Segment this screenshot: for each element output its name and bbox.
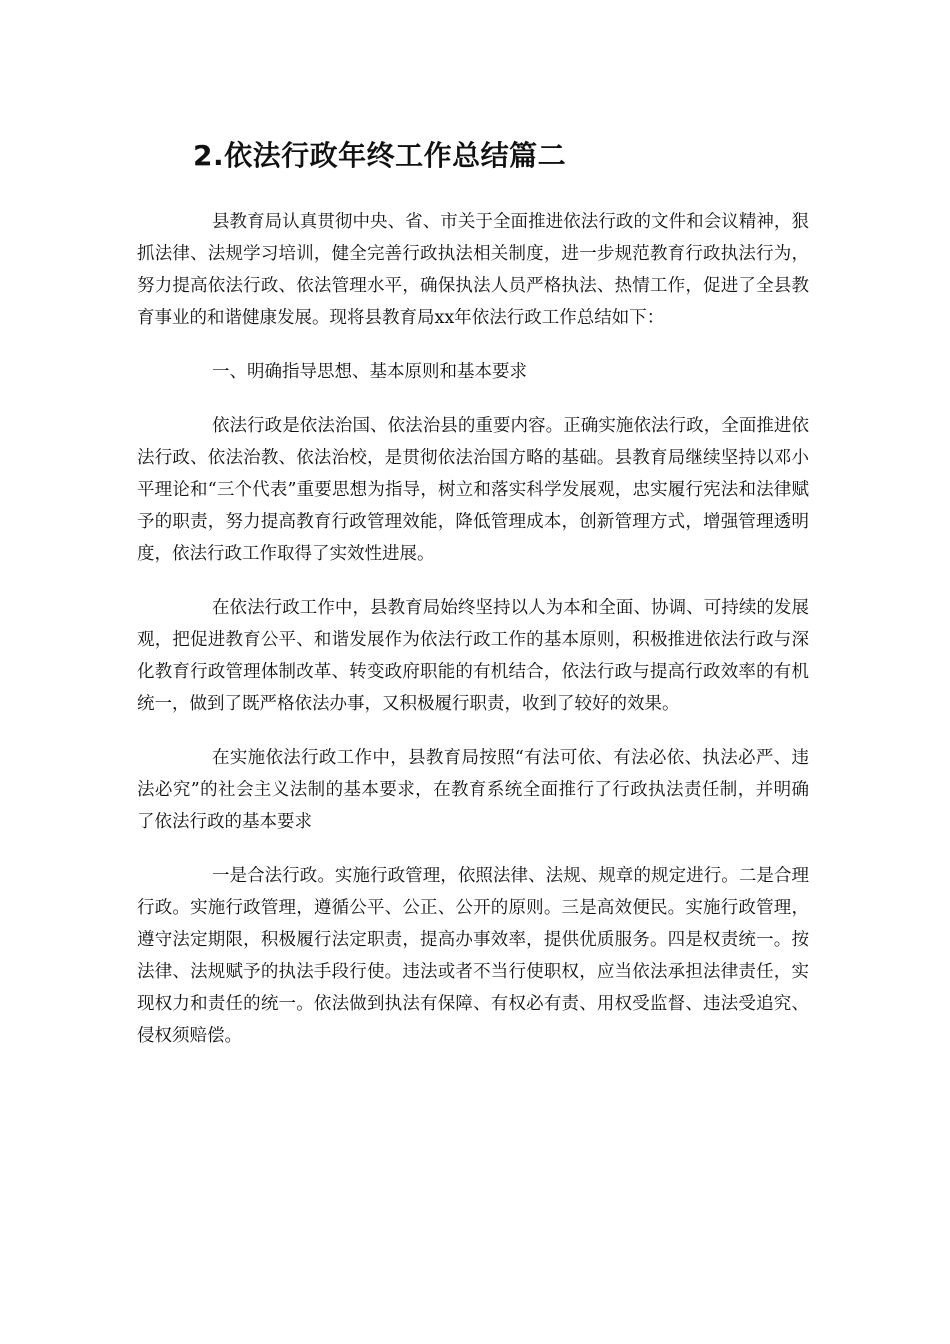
paragraph-body-1: 依法行政是依法治国、依法治县的重要内容。正确实施依法行政，全面推进依法行政、依法治教、依法治校，是贯彻依法治国方略的基础。县教育局继续坚持以邓小平理论和“三个代表”重要思想为指导，树立和落实科学发展观，忠实履行宪法和法律赋予的职责，努力提高教育行政管理效能，降低管理成本，创新管理方式，增强管理透明度，依法行政工作取得了实效性进展。 [137, 416, 809, 564]
section-heading-1: 一、明确指导思想、基本原则和基本要求 [212, 362, 527, 382]
document-body [137, 206, 809, 1074]
paragraph-body-2: 在依法行政工作中，县教育局始终坚持以人为本和全面、协调、可持续的发展观，把促进教育公平、和谐发展作为依法行政工作的基本原则，积极推进依法行政与深化教育行政管理体制改革、转变政府职能的有机结合，依法行政与提高行政效率的有机统一，做到了既严格依法办事，又积极履行职责，收到了较好的效果。 [137, 598, 809, 714]
paragraph-intro: 县教育局认真贯彻中央、省、市关于全面推进依法行政的文件和会议精神，狠抓法律、法规学习培训，健全完善行政执法相关制度，进一步规范教育行政执法行为，努力提高依法行政、依法管理水平，确保执法人员严格执法、热情工作，促进了全县教育事业的和谐健康发展。现将县教育局xx年依法行政工作总结如下： [137, 212, 809, 328]
document-title: 2.依法行政年终工作总结篇二 [193, 139, 567, 172]
paragraph-body-4: 一是合法行政。实施行政管理，依照法律、法规、规章的规定进行。二是合理行政。实施行政管理，遵循公平、公正、公开的原则。三是高效便民。实施行政管理，遵守法定期限，积极履行法定职责，提高办事效率，提供优质服务。四是权责统一。按法律、法规赋予的执法手段行使。违法或者不当行使职权，应当依法承担法律责任，实现权力和责任的统一。依法做到执法有保障、有权必有责、用权受监督、违法受追究、侵权须赔偿。 [137, 866, 809, 1046]
paragraph-body-3: 在实施依法行政工作中，县教育局按照“有法可依、有法必依、执法必严、违法必究”的社会主义法制的基本要求，在教育系统全面推行了行政执法责任制，并明确了依法行政的基本要求 [137, 748, 809, 832]
